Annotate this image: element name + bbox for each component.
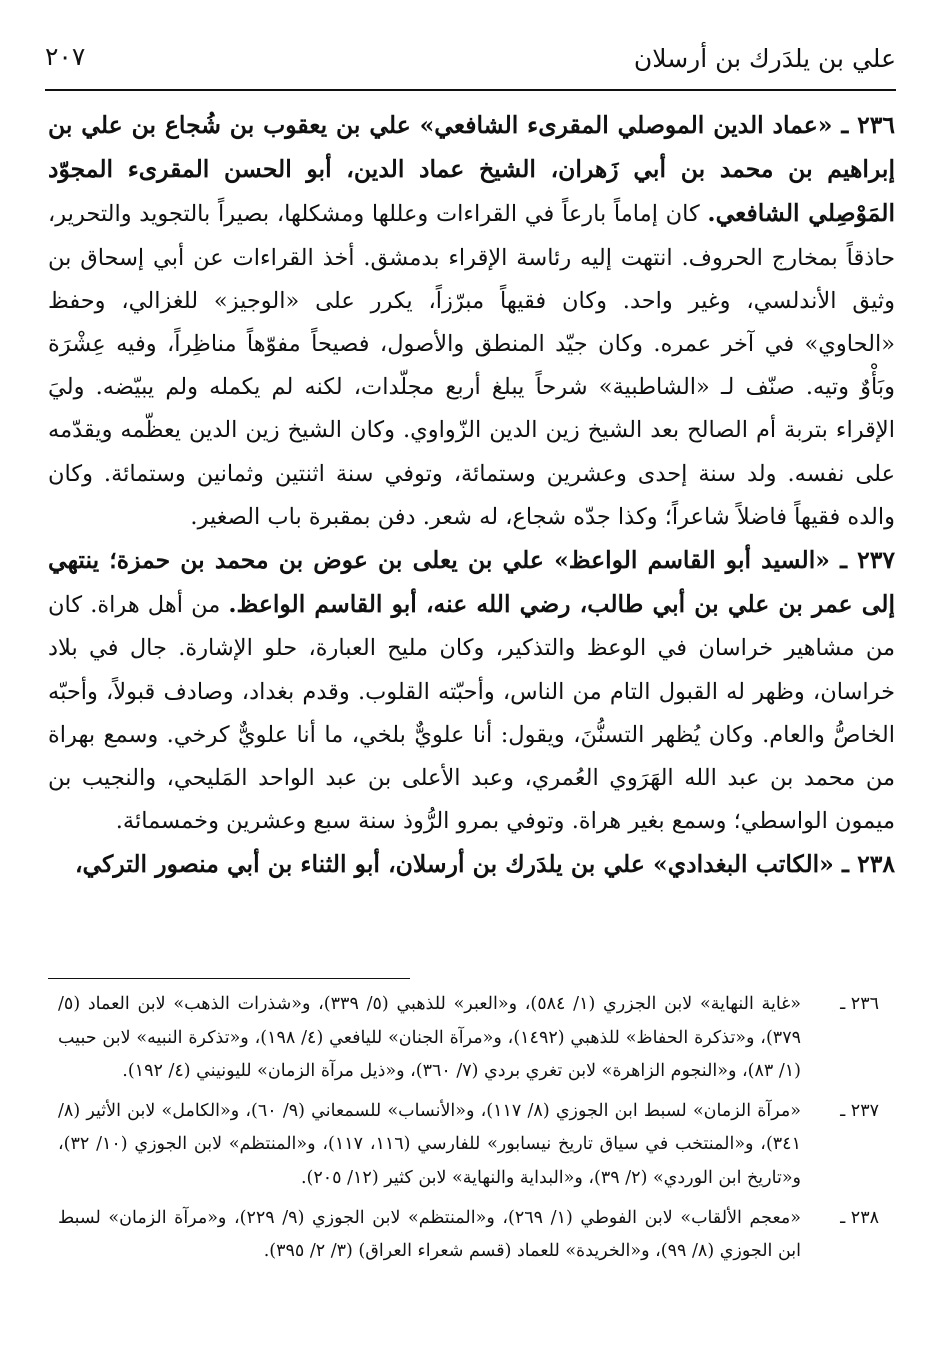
footnote-238 xyxy=(58,1202,879,1269)
footnotes xyxy=(58,988,879,1269)
entry-238 xyxy=(48,843,895,887)
running-title: علي بن يلدَرك بن أرسلان xyxy=(633,44,896,73)
footnote-text: «غاية النهاية» لابن الجزري (١/ ٥٨٤)، و«العبر» للذهبي (٥/ ٣٣٩)، و«شذرات الذهب» لابن العماد (٥/ ٣٧٩)، و«تذكرة الحفاظ» للذهبي (١٤٩٢)، و«مرآة الجنان» لليافعي (٤/ ١٩٨)، و«تذكرة النبيه» لابن حبيب (١/ ٨٣)، و«النجوم الزاهرة» لابن تغري بردي (٧/ ٣٦٠)، و«ذيل مرآة الزمان» لليونيني (٤/ ١٩٢). xyxy=(58,994,802,1082)
main-text xyxy=(48,104,895,888)
header-rule xyxy=(45,89,896,91)
entry-236-text: كان إماماً بارعاً في القراءات وعللها ومشكلها، بصيراً بالتجويد والتحرير، حاذقاً بمخارج الحروف. انتهت إليه رئاسة الإقراء بدمشق. أخذ القراءات عن أبي إسحاق بن وثيق الأندلسي، وغير واحد. وكان فقيهاً مبرّزاً، يكرر على «الوجيز» للغزالي، وحفظ «الحاوي» في آخر عمره. وكان جيّد المنطق والأصول، فصيحاً مفوّهاً مناظِراً، وفيه عِشْرَة وبَأْوٌ وتيه. صنّف لـ «الشاطبية» شرحاً يبلغ أربع مجلّدات، لكنه لم يكمله ولم يبيّضه. وليَ الإقراء بتربة أم الصالح بعد الشيخ زين الدين الزّواوي. وكان الشيخ زين الدين يعظّمه ويقدّمه على نفسه. ولد سنة إحدى وعشرين وستمائة، وتوفي سنة اثنتين وثمانين وستمائة. وكان والده فقيهاً فاضلاً شاعراً؛ وكذا جدّه شجاع، له شعر. دفن بمقبرة باب الصغير. xyxy=(48,201,895,530)
footnote-separator xyxy=(48,978,410,979)
entry-237-text: من أهل هراة. كان من مشاهير خراسان في الوعظ والتذكير، وكان مليح العبارة، حلو الإشارة. جال في بلاد خراسان، وظهر له القبول التام من الناس، وأحبّته القلوب. وقدم بغداد، وصادف قبولاً، وأحبّه الخاصُّ والعام. وكان يُظهر التسنُّنَ، ويقول: أنا علويٌّ بلخي، ما أنا علويٌّ كرخي. وسمع بهراة من محمد بن عبد الله الهَرَوي العُمري، وعبد الأعلى بن عبد الواحد المَليحي، والنجيب بن ميمون الواسطي؛ وسمع بغير هراة. وتوفي بمرو الرُّوذ سنة سبع وعشرين وخمسمائة. xyxy=(48,592,895,835)
footnote-number: ٢٣٧ ـ xyxy=(840,1100,879,1121)
running-header xyxy=(45,28,896,86)
entry-237 xyxy=(48,539,895,843)
footnote-236 xyxy=(58,988,879,1089)
entry-236-heading: ٢٣٦ ـ «عماد الدين الموصلي المقرىء الشافعي» علي بن يعقوب بن شُجاع بن علي بن إبراهيم بن محمد بن أبي زَهران، الشيخ عماد الدين، أبو الحسن المقرىء المجوّد المَوْصِلي الشافعي. xyxy=(48,111,895,228)
footnote-text: «معجم الألقاب» لابن الفوطي (١/ ٢٦٩)، و«المنتظم» لابن الجوزي (٩/ ٢٢٩)، و«مرآة الزمان» لسبط ابن الجوزي (٨/ ٩٩)، و«الخريدة» للعماد (قسم شعراء العراق) (٣/ ٢/ ٣٩٥). xyxy=(58,1207,801,1262)
page-number: ٢٠٧ xyxy=(45,42,86,71)
entry-236 xyxy=(48,104,895,539)
footnote-number: ٢٣٦ ـ xyxy=(840,994,879,1014)
footnote-237 xyxy=(58,1095,879,1196)
entry-237-heading: ٢٣٧ ـ «السيد أبو القاسم الواعظ» علي بن يعلى بن عوض بن محمد بن حمزة؛ ينتهي إلى عمر بن علي بن أبي طالب، رضي الله عنه، أبو القاسم الواعظ. xyxy=(48,546,895,619)
footnote-text: «مرآة الزمان» لسبط ابن الجوزي (٨/ ١١٧)، و«الأنساب» للسمعاني (٩/ ٦٠)، و«الكامل» لابن الأثير (٨/ ٣٤١)، و«المنتخب في سياق تاريخ نيسابور» للفارسي (١١٦، ١١٧)، و«المنتظم» لابن الجوزي (١٠/ ٣٢)، و«تاريخ ابن الوردي» (٢/ ٣٩)، و«البداية والنهاية» لابن كثير (١٢/ ٢٠٥). xyxy=(58,1100,802,1188)
footnote-number: ٢٣٨ ـ xyxy=(840,1207,879,1228)
entry-238-heading: ٢٣٨ ـ «الكاتب البغدادي» علي بن يلدَرك بن أرسلان، أبو الثناء بن أبي منصور التركي، xyxy=(74,850,895,879)
